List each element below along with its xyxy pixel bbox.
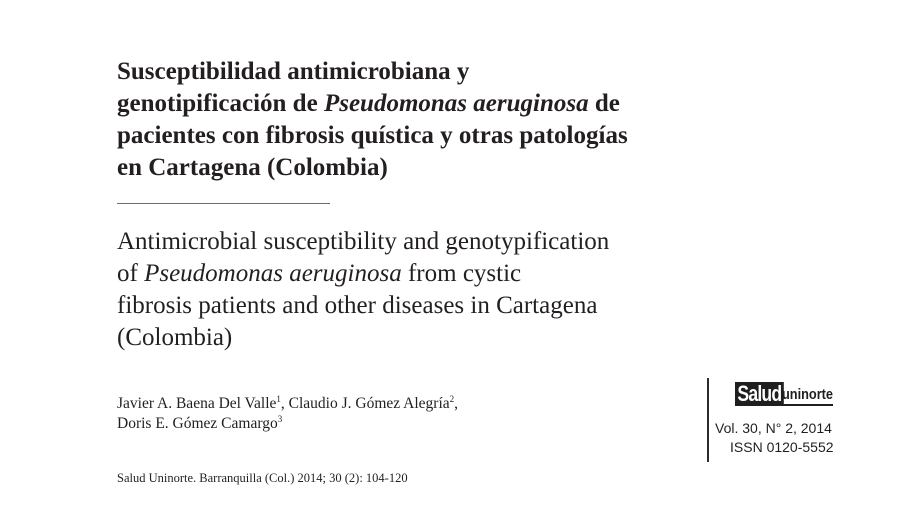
title-english (117, 226, 757, 354)
title-es-line2-post: de (588, 90, 620, 117)
author-separator: , (454, 395, 459, 412)
title-en-line3: fibrosis patients and other diseases in Cartagena (117, 292, 598, 319)
title-en-line2-post: from cystic (401, 260, 522, 287)
author-affiliation: 3 (277, 414, 283, 424)
author-affiliation: 1 (276, 394, 281, 404)
title-en-line4: (Colombia) (117, 324, 233, 351)
title-en-species: Pseudomonas aeruginosa (144, 260, 402, 287)
title-es-line1: Susceptibilidad antimicrobiana y (117, 58, 470, 85)
title-divider (117, 203, 330, 204)
title-spanish (117, 56, 757, 184)
author-name: Doris E. Gómez Camargo (117, 415, 278, 432)
author-name: Javier A. Baena Del Valle (117, 395, 277, 412)
journal-logo-uninorte: uninorte (782, 386, 833, 406)
author-list (117, 394, 637, 434)
journal-logo-salud: Salud (735, 382, 784, 406)
title-es-species: Pseudomonas aeruginosa (323, 90, 589, 117)
author-separator: , (280, 395, 289, 412)
title-es-line3: pacientes con fibrosis quística y otras patologías (117, 122, 628, 149)
title-en-line2-pre: of (117, 260, 145, 287)
author-affiliation: 2 (449, 394, 455, 404)
journal-issn: ISSN 0120-5552 (730, 439, 834, 455)
journal-volume: Vol. 30, N° 2, 2014 (715, 420, 832, 436)
title-en-line1: Antimicrobial susceptibility and genotypification (117, 228, 610, 255)
title-es-line2-pre: genotipificación de (117, 90, 324, 117)
journal-logo (735, 382, 842, 406)
author-name: Claudio J. Gómez Alegría (288, 395, 450, 412)
citation: Salud Uninorte. Barranquilla (Col.) 2014; 30 (2): 104-120 (117, 471, 408, 485)
journal-info (707, 378, 869, 462)
title-es-line4: en Cartagena (Colombia) (117, 154, 388, 181)
